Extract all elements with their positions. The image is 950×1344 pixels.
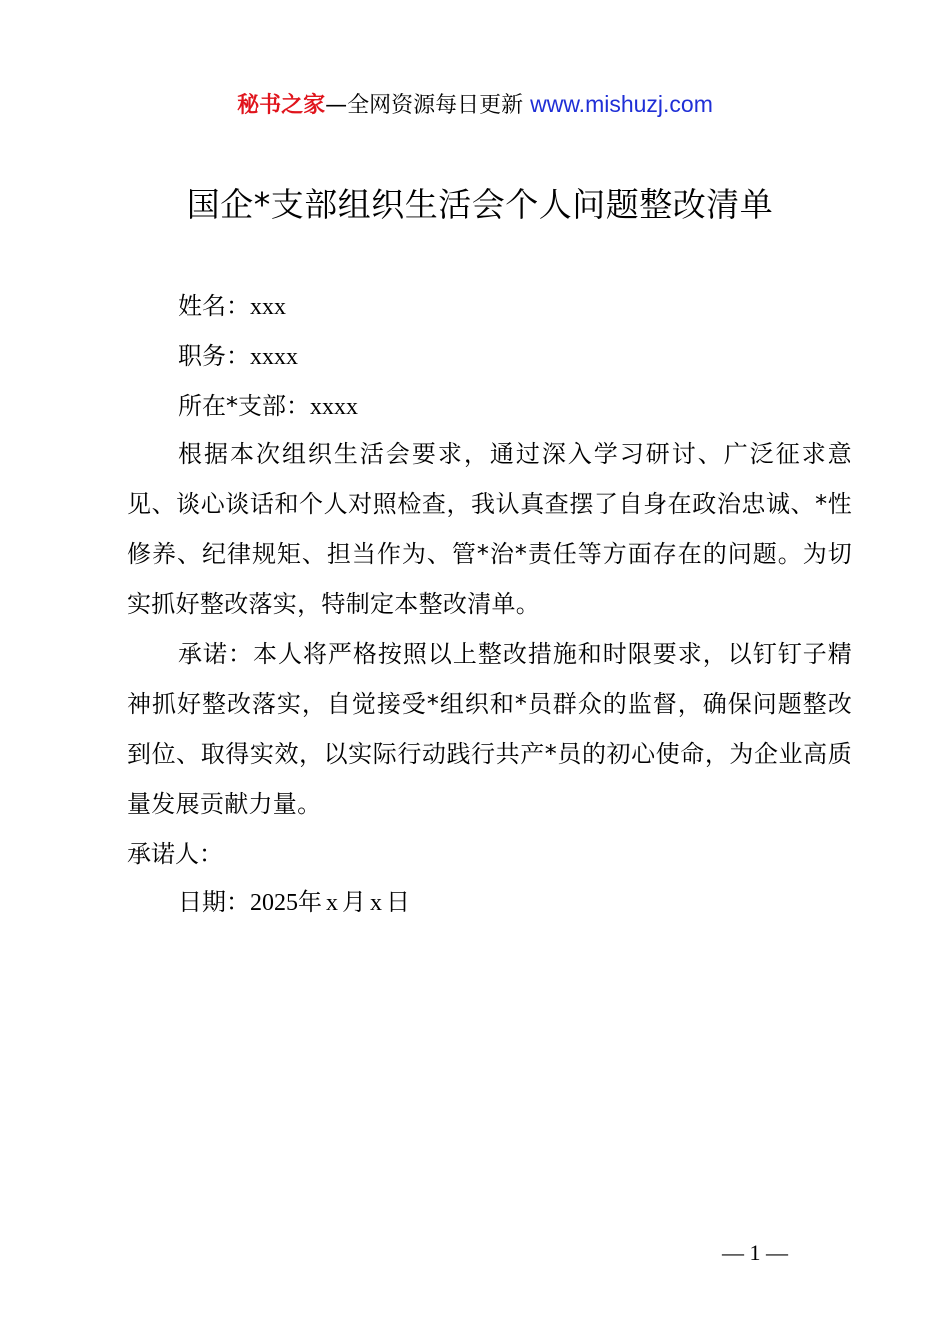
- date-day: x: [370, 890, 382, 916]
- signer-label: 承诺人：: [127, 840, 223, 868]
- brand-name: 秘书之家: [237, 93, 326, 118]
- document-title: 国企*支部组织生活会个人问题整改清单: [186, 185, 774, 224]
- branch-line: [178, 390, 358, 423]
- signer-line: [127, 838, 223, 870]
- background-paragraph: 根据本次组织生活会要求，通过深入学习研讨、广泛征求意见、谈心谈话和个人对照检查，我认真查摆了自身在政治忠诚、*性修养、纪律规矩、担当作为、管*治*责任等方面存在的问题。为切实抓好整改落实，特制定本整改清单。: [127, 440, 852, 618]
- position-label: 职务：: [178, 342, 250, 370]
- date-line: [178, 886, 410, 919]
- branch-label: 所在*支部：: [178, 392, 310, 420]
- date-year-unit: 年: [298, 888, 322, 916]
- date-month-unit: 月: [342, 888, 366, 916]
- commitment-paragraph: 承诺：本人将严格按照以上整改措施和时限要求，以钉钉子精神抓好整改落实，自觉接受*组织和*员群众的监督，确保问题整改到位、取得实效，以实际行动践行共产*员的初心使命，为企业高质量发展贡献力量。: [127, 640, 852, 818]
- date-day-unit: 日: [386, 888, 410, 916]
- page-number: — 1 —: [722, 1240, 788, 1265]
- date-year: 2025: [250, 890, 298, 916]
- name-line: [178, 290, 286, 323]
- site-url: www.mishuzj.com: [530, 91, 713, 117]
- site-header: [0, 86, 950, 124]
- position-value: xxxx: [250, 344, 298, 370]
- date-label: 日期：: [178, 888, 250, 916]
- position-line: [178, 340, 298, 373]
- branch-value: xxxx: [310, 394, 358, 420]
- name-value: xxx: [250, 294, 286, 320]
- date-month: x: [326, 890, 338, 916]
- header-tagline: —全网资源每日更新: [325, 93, 531, 118]
- name-label: 姓名：: [178, 292, 250, 320]
